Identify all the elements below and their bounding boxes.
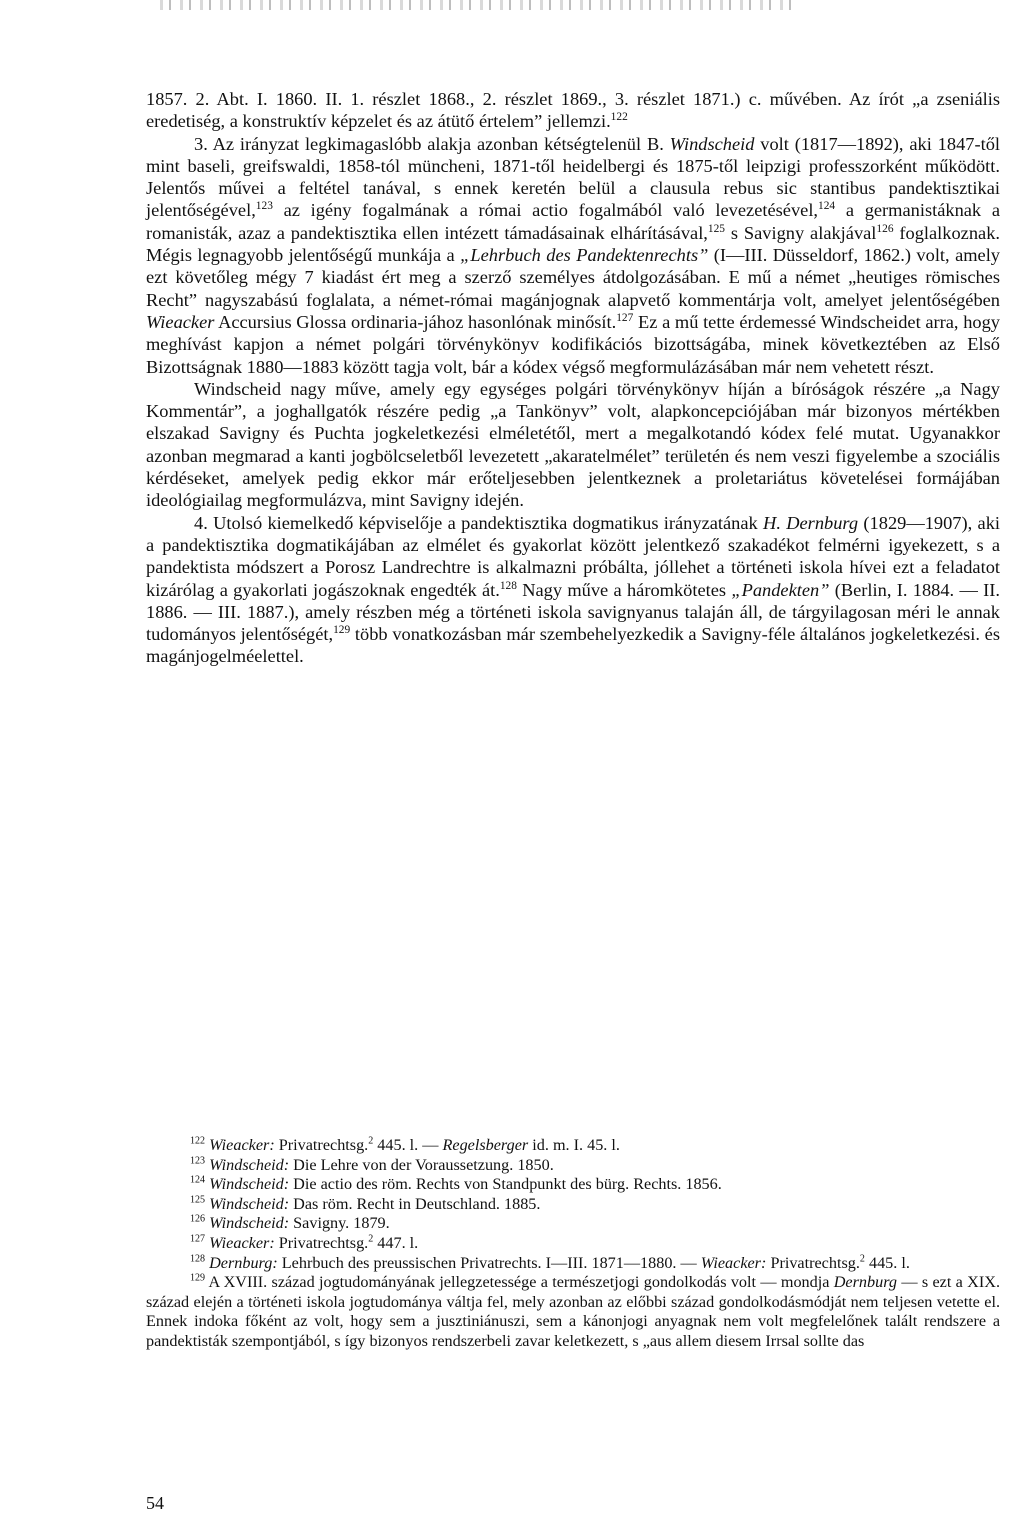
footnote-129: $^{129}$ A XVIII. század jogtudományának jellegzetessége a természetjogi gondolkodás volt — mondja Dernburg — s ezt a XIX. század elején a történeti iskola jogtudománya váltja fel, mely azonban az előbbi század gondolkodásmódját nem teljesen vetette el. Ennek indoka főként az volt, hogy sem a jusztiniánuszi, sem a kánonjogi anyagnak nem volt megfelelőnek talált rendszere a pandektisták szempontjából, s így bizonyos rendszerbeli zavar keletkezett, s „aus allem diesem Irrsal sollte das — [146, 1272, 1000, 1350]
work-title-lehrbuch: „Lehrbuch des Pandektenrechts” — [460, 245, 709, 266]
paragraph-1: 1857. 2. Abt. I. 1860. II. 1. részlet 1868., 2. részlet 1869., 3. részlet 1871.) c. művében. Az írót „a zseniális eredetiség, a konstruktív képzelet és az átütő értelem” jellemzi.$^{122}$ — [146, 89, 1000, 132]
name-windscheid: Windscheid — [669, 133, 755, 154]
footnote-ref-124: 124 — [818, 200, 836, 213]
footnote-ref-122: 122 — [610, 111, 628, 124]
work-title-pandekten: „Pandekten” — [731, 579, 830, 600]
scan-edge-artifact — [160, 0, 800, 10]
name-wieacker: Wieacker — [146, 311, 215, 332]
footnotes — [146, 1136, 1000, 1352]
paragraph-3: Windscheid nagy műve, amely egy egységes polgári törvénykönyv híján a bíróságok részére „a Nagy Kommentár”, a joghallgatók részére pedig „a Tankönyv” volt, alapkoncepciójában már bizonyos mértékben elszakad Savigny és Puchta jogkeletkezési elméletétől, mert a megalkotandó kódex felé mutat. Ugyanakkor azonban megmarad a kanti jogbölcseletből levezetett „akaratelmélet” területén és nem veszi figyelembe a szociális kérdéseket, amelyek pedig ekkor már erőteljesebben jelentkeznek a proletariátus követelései formájában ideológiailag megformulázva, mint Savigny idején. — [146, 378, 1000, 511]
footnote-ref-129: 129 — [333, 624, 351, 636]
footnote-126: $^{126}$ Windscheid: Savigny. 1879. — [190, 1213, 390, 1233]
footnote-123: $^{123}$ Windscheid: Die Lehre von der Voraussetzung. 1850. — [190, 1155, 554, 1174]
footnote-125: $^{125}$ Windscheid: Das röm. Recht in Deutschland. 1885. — [190, 1194, 541, 1213]
body-text — [146, 88, 1000, 668]
footnote-124: $^{124}$ Windscheid: Die actio des röm. Rechts von Standpunkt des bürg. Rechts. 1856. — [190, 1174, 722, 1194]
name-dernburg: H. Dernburg — [763, 512, 859, 533]
footnote-ref-128: 128 — [499, 579, 517, 592]
paragraph-2: 3. Az irányzat legkimagaslóbb alakja azonban kétségtelenül B. Windscheid volt (1817—1892), aki 1847-től mint baseli, greifswaldi, 1858-tól müncheni, 1871-től heidelbergi és 1875-től leipzigi professzorként működött. Jelentős művei a feltétel tanával, s ennek keretén belül a clausula rebus sic stantibus pandektisztikai jelentőségével,$^{123}$ az igény fogalmának a római actio fogalmából való levezetésével,$^{124}$ a germanistáknak a romanisták, azaz a pandektisztika ellen intézett támadásainak elhárításával,$^{125}$ s Savigny alakjával$^{126}$ foglalkoznak. Mégis legnagyobb jelentőségű munkája a „Lehrbuch des Pandektenrechts” (I—III. Düsseldorf, 1862.) volt, amely ezt követőleg mégy 7 kiadást ért meg a szerző személyes átdolgozásában. E mű a német „heutiges römisches Recht” nagyszabású foglalata, a német-római magánjognak alapvető kommentárja volt, amelyet jelentőségében Wieacker Accursius Glossa ordinaria-jához hasonlónak minősít.$^{127}$ Ez a mű tette érdemessé Windscheidet arra, hogy meghívást kapjon a német polgári törvénykönyv kodifikációs bizottságába, minek következtében az Első Bizottságnak 1880—1883 között tagja volt, bár a kódex végső megformulázásában már nem vehetett részt. — [146, 133, 1000, 377]
footnote-ref-126: 126 — [876, 222, 894, 235]
footnote-127: $^{127}$ Wieacker: Privatrechtsg.$^2$ 447. l. — [190, 1233, 419, 1252]
footnote-128: $^{128}$ Dernburg: Lehrbuch des preussischen Privatrechts. I—III. 1871—1880. — Wieacker: Privatrechtsg.$^2$ 445. l. — [190, 1253, 910, 1272]
page-number: 54 — [146, 1493, 164, 1513]
footnote-122: $^{122}$ Wieacker: Privatrechtsg.$^2$ 445. l. — Regelsberger id. m. I. 45. l. — [190, 1135, 620, 1154]
footnote-ref-125: 125 — [707, 222, 725, 235]
footnote-ref-127: 127 — [616, 311, 634, 324]
footnote-ref-123: 123 — [255, 200, 273, 213]
paragraph-4: 4. Utolsó kiemelkedő képviselője a pandektisztika dogmatikus irányzatának H. Dernburg (1829—1907), aki a pandektisztika dogmatikájában az elmélet és gyakorlat között jelentkező szakadékot felmérni igyekezett, s a pandektista módszert a Porosz Landrechtre is alkalmazni próbálta, jóllehet a történeti iskola hívei ezt a feladatot kizárólag a gyakorlati jogászoknak engedték át.$^{128}$ Nagy műve a háromkötetes „Pandekten” (Berlin, I. 1884. — II. 1886. — III. 1887.), amely részben még a történeti iskola savignyanus talaján áll, de tárgyilagosan méri le annak tudományos jelentőségét,$^{129}$ több vonatkozásban már szembehelyezkedik a Savigny-féle általános jogkeletkezési. és magánjogelméelettel. — [146, 512, 1001, 667]
